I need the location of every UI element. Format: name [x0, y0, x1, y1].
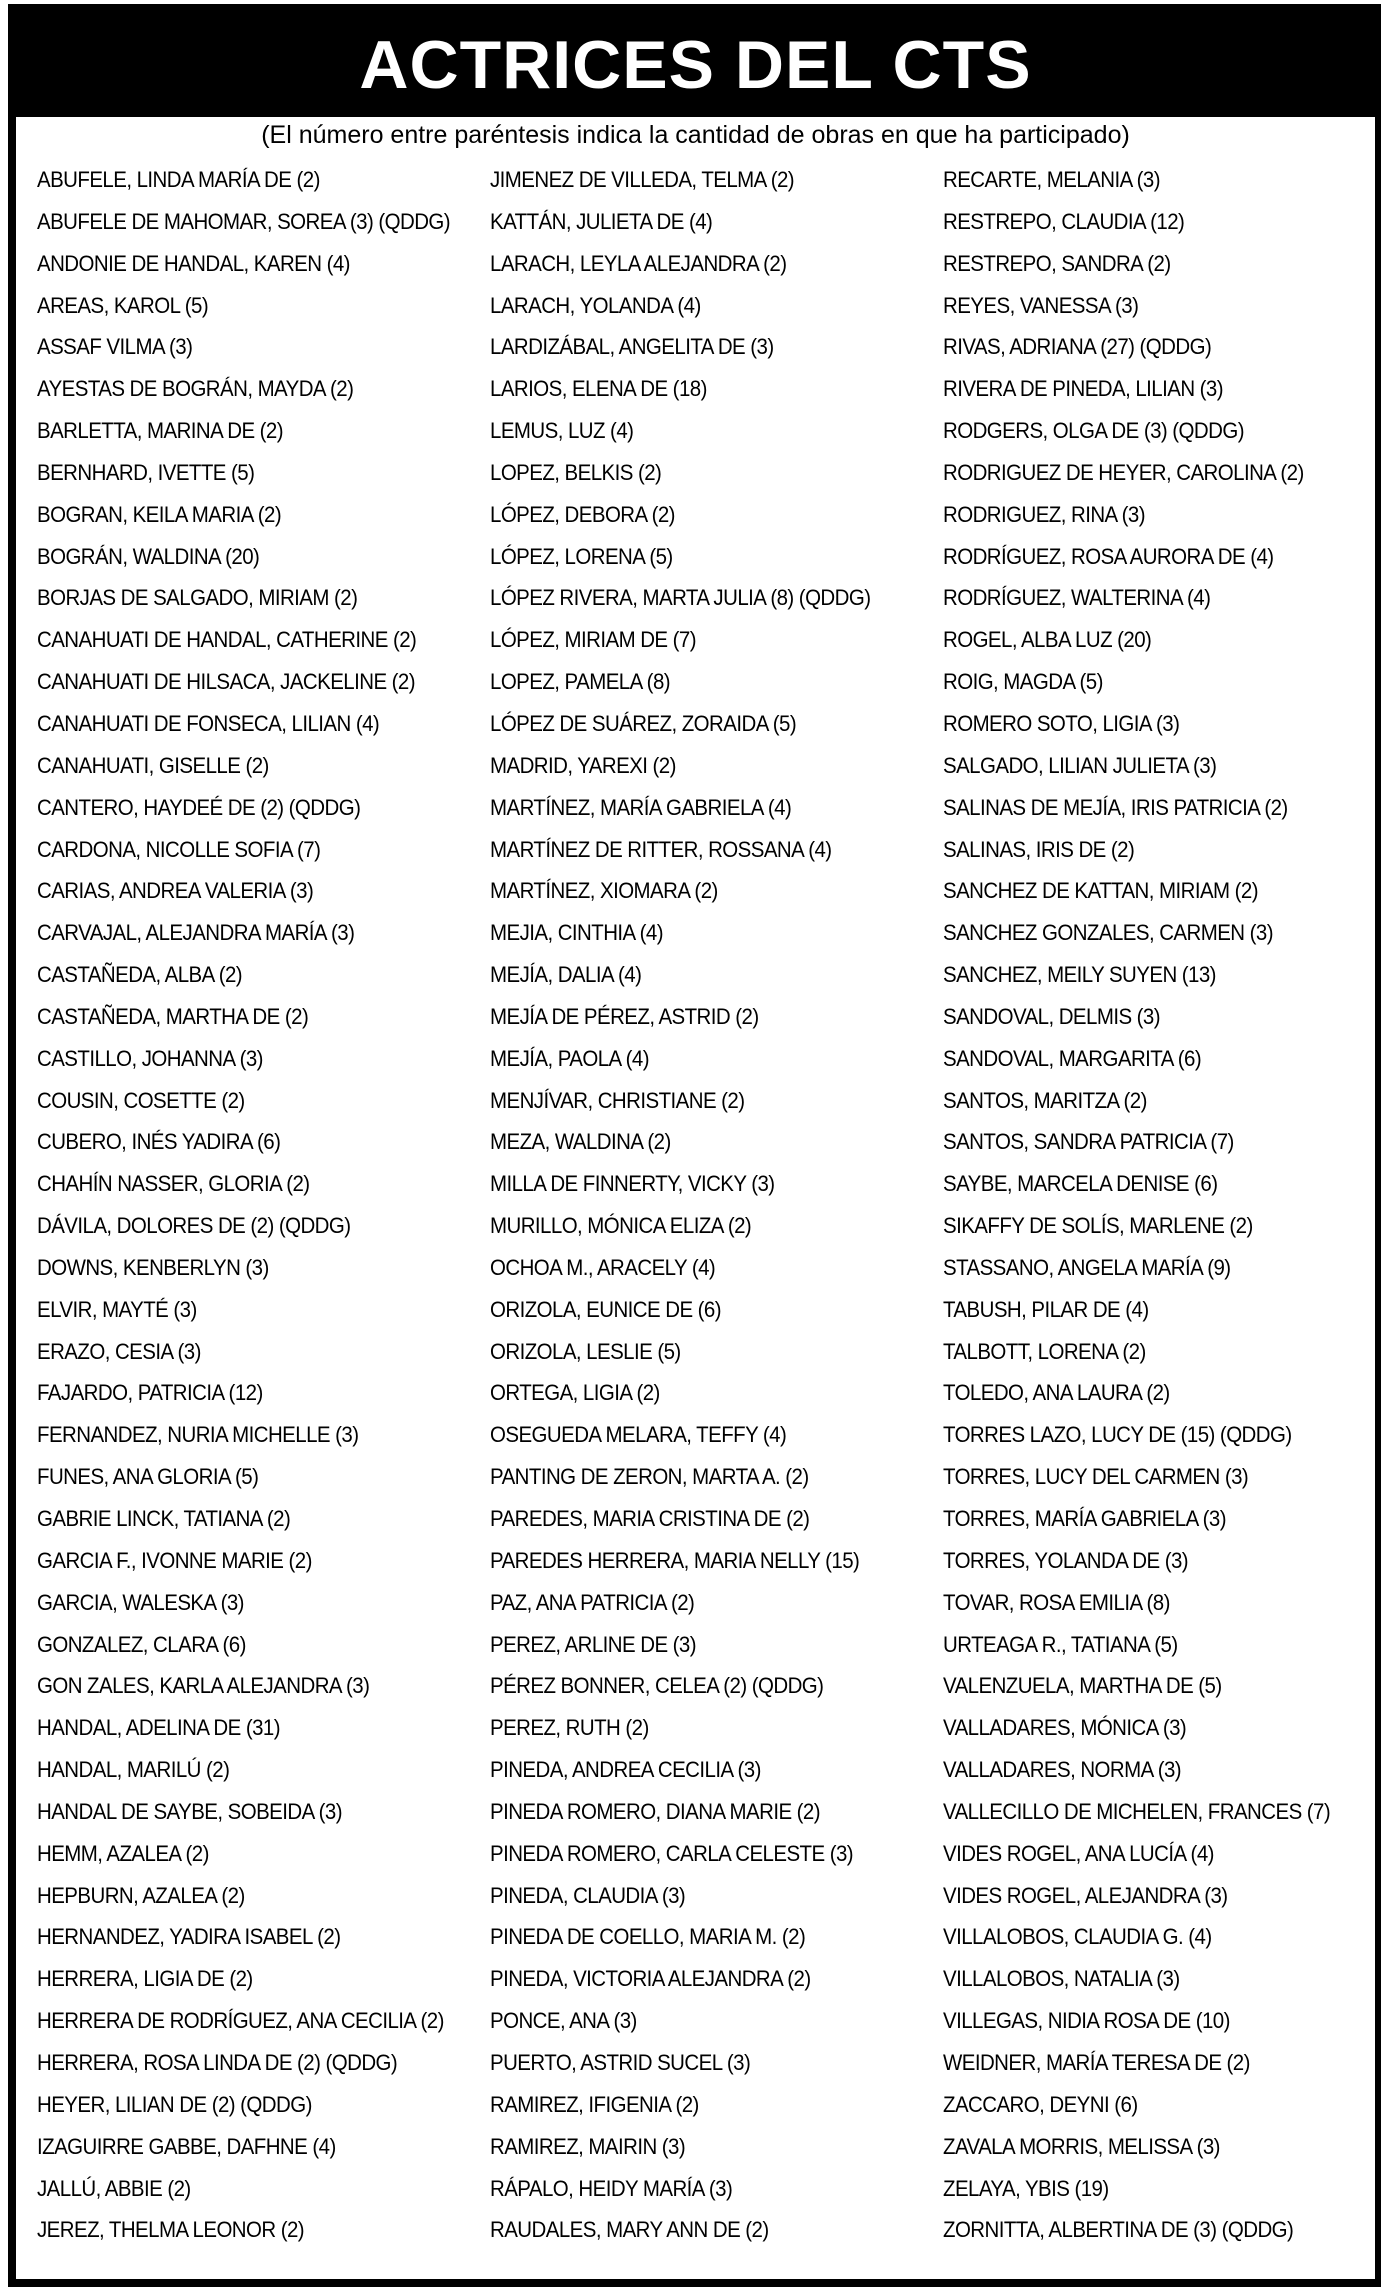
list-item: OSEGUEDA MELARA, TEFFY (4) — [490, 1422, 787, 1448]
list-item: ABUFELE, LINDA MARÍA DE (2) — [37, 167, 320, 192]
list-item: ZACCARO, DEYNI (6) — [943, 2091, 1138, 2117]
list-item: SANCHEZ, MEILY SUYEN (13) — [943, 962, 1216, 988]
list-item: PAREDES, MARIA CRISTINA DE (2) — [490, 1506, 810, 1531]
list-item: BOGRÁN, WALDINA (20) — [37, 543, 260, 569]
list-item: RECARTE, MELANIA (3) — [943, 167, 1160, 192]
list-item: TORRES, LUCY DEL CARMEN (3) — [943, 1464, 1249, 1490]
list-item: JIMENEZ DE VILLEDA, TELMA (2) — [490, 167, 795, 192]
list-item: LARDIZÁBAL, ANGELITA DE (3) — [490, 334, 774, 360]
list-item: RIVERA DE PINEDA, LILIAN (3) — [943, 376, 1224, 402]
list-item: PÉREZ BONNER, CELEA (2) (QDDG) — [490, 1673, 824, 1699]
list-item: PEREZ, RUTH (2) — [490, 1715, 649, 1741]
list-item: VALENZUELA, MARTHA DE (5) — [943, 1673, 1222, 1699]
list-item: MEJÍA, DALIA (4) — [490, 962, 642, 988]
list-item: HEPBURN, AZALEA (2) — [37, 1882, 245, 1908]
list-item: REYES, VANESSA (3) — [943, 292, 1139, 318]
list-item: VILLALOBOS, CLAUDIA G. (4) — [943, 1924, 1212, 1950]
list-item: RODRIGUEZ, RINA (3) — [943, 501, 1145, 527]
actress-list — [37, 159, 1367, 2259]
list-item: AREAS, KAROL (5) — [37, 292, 209, 318]
list-item: FAJARDO, PATRICIA (12) — [37, 1380, 263, 1406]
list-item: LÓPEZ DE SUÁREZ, ZORAIDA (5) — [490, 710, 797, 736]
list-item: SANTOS, SANDRA PATRICIA (7) — [943, 1129, 1234, 1155]
list-item: TALBOTT, LORENA (2) — [943, 1338, 1146, 1364]
list-item: TORRES, MARÍA GABRIELA (3) — [943, 1506, 1227, 1531]
list-item: STASSANO, ANGELA MARÍA (9) — [943, 1254, 1231, 1280]
list-item: VIDES ROGEL, ANA LUCÍA (4) — [943, 1840, 1214, 1866]
list-item: VIDES ROGEL, ALEJANDRA (3) — [943, 1882, 1228, 1908]
list-item: PONCE, ANA (3) — [490, 2008, 637, 2034]
list-item: MARTÍNEZ DE RITTER, ROSSANA (4) — [490, 836, 832, 862]
list-item: RODGERS, OLGA DE (3) (QDDG) — [943, 418, 1244, 444]
list-item: SIKAFFY DE SOLÍS, MARLENE (2) — [943, 1213, 1253, 1239]
list-item: RODRIGUEZ DE HEYER, CAROLINA (2) — [943, 459, 1304, 485]
list-item: MEJÍA, PAOLA (4) — [490, 1045, 649, 1071]
list-item: MEJIA, CINTHIA (4) — [490, 920, 663, 946]
list-item: CANAHUATI DE HANDAL, CATHERINE (2) — [37, 627, 417, 653]
list-item: ROIG, MAGDA (5) — [943, 669, 1103, 695]
list-item: CANAHUATI DE FONSECA, LILIAN (4) — [37, 710, 380, 736]
list-column-2 — [490, 159, 940, 2251]
list-item: URTEAGA R., TATIANA (5) — [943, 1631, 1178, 1657]
list-item: MENJÍVAR, CHRISTIANE (2) — [490, 1087, 745, 1113]
list-item: PAREDES HERRERA, MARIA NELLY (15) — [490, 1547, 860, 1573]
list-item: LÓPEZ, MIRIAM DE (7) — [490, 627, 696, 653]
list-item: BORJAS DE SALGADO, MIRIAM (2) — [37, 585, 358, 611]
list-item: PAZ, ANA PATRICIA (2) — [490, 1589, 695, 1615]
list-item: HANDAL DE SAYBE, SOBEIDA (3) — [37, 1798, 343, 1824]
list-item: SANTOS, MARITZA (2) — [943, 1087, 1147, 1113]
list-item: BERNHARD, IVETTE (5) — [37, 459, 255, 485]
list-item: ASSAF VILMA (3) — [37, 334, 193, 360]
list-item: LARACH, LEYLA ALEJANDRA (2) — [490, 250, 787, 276]
list-item: LOPEZ, BELKIS (2) — [490, 459, 662, 485]
list-item: COUSIN, COSETTE (2) — [37, 1087, 245, 1113]
list-item: CARIAS, ANDREA VALERIA (3) — [37, 878, 314, 904]
list-item: HEMM, AZALEA (2) — [37, 1840, 209, 1866]
list-item: MILLA DE FINNERTY, VICKY (3) — [490, 1171, 775, 1197]
list-item: PEREZ, ARLINE DE (3) — [490, 1631, 697, 1657]
list-item: GABRIE LINCK, TATIANA (2) — [37, 1506, 291, 1531]
list-item: CASTILLO, JOHANNA (3) — [37, 1045, 263, 1071]
list-item: TOLEDO, ANA LAURA (2) — [943, 1380, 1170, 1406]
list-item: ANDONIE DE HANDAL, KAREN (4) — [37, 250, 350, 276]
page-subtitle: (El número entre paréntesis indica la cantidad de obras en que ha participado) — [261, 121, 1130, 149]
list-item: ERAZO, CESIA (3) — [37, 1338, 201, 1364]
title-banner — [16, 12, 1375, 117]
list-item: PINEDA, VICTORIA ALEJANDRA (2) — [490, 1966, 811, 1992]
document-frame — [8, 4, 1381, 2287]
list-item: CANAHUATI DE HILSACA, JACKELINE (2) — [37, 669, 416, 695]
list-item: MARTÍNEZ, XIOMARA (2) — [490, 878, 718, 904]
list-item: JALLÚ, ABBIE (2) — [37, 2175, 191, 2201]
list-item: LARIOS, ELENA DE (18) — [490, 376, 707, 402]
list-item: GON ZALES, KARLA ALEJANDRA (3) — [37, 1673, 370, 1699]
list-item: ROGEL, ALBA LUZ (20) — [943, 627, 1152, 653]
list-item: RAMIREZ, MAIRIN (3) — [490, 2133, 686, 2159]
list-item: MEZA, WALDINA (2) — [490, 1129, 671, 1155]
list-item: ZORNITTA, ALBERTINA DE (3) (QDDG) — [943, 2217, 1294, 2243]
list-item: SANCHEZ GONZALES, CARMEN (3) — [943, 920, 1273, 946]
list-item: GARCIA, WALESKA (3) — [37, 1589, 244, 1615]
list-item: MADRID, YAREXI (2) — [490, 752, 676, 778]
list-item: CASTAÑEDA, ALBA (2) — [37, 962, 243, 988]
list-item: SALINAS, IRIS DE (2) — [943, 836, 1135, 862]
list-item: HERRERA DE RODRÍGUEZ, ANA CECILIA (2) — [37, 2008, 444, 2034]
list-item: HERNANDEZ, YADIRA ISABEL (2) — [37, 1924, 341, 1950]
list-item: SANDOVAL, DELMIS (3) — [943, 1003, 1160, 1029]
list-item: LOPEZ, PAMELA (8) — [490, 669, 671, 695]
list-item: TABUSH, PILAR DE (4) — [943, 1296, 1149, 1322]
list-item: ZELAYA, YBIS (19) — [943, 2175, 1109, 2201]
list-item: VALLADARES, NORMA (3) — [943, 1757, 1182, 1783]
list-item: SANDOVAL, MARGARITA (6) — [943, 1045, 1202, 1071]
list-item: LÓPEZ, DEBORA (2) — [490, 501, 675, 527]
list-item: RÁPALO, HEIDY MARÍA (3) — [490, 2175, 733, 2201]
list-item: RIVAS, ADRIANA (27) (QDDG) — [943, 334, 1212, 360]
list-item: DOWNS, KENBERLYN (3) — [37, 1254, 269, 1280]
list-item: PUERTO, ASTRID SUCEL (3) — [490, 2049, 751, 2075]
list-item: LÓPEZ, LORENA (5) — [490, 543, 673, 569]
list-item: ZAVALA MORRIS, MELISSA (3) — [943, 2133, 1220, 2159]
list-item: RAMIREZ, IFIGENIA (2) — [490, 2091, 699, 2117]
list-item: CANTERO, HAYDEÉ DE (2) (QDDG) — [37, 794, 361, 820]
list-item: CUBERO, INÉS YADIRA (6) — [37, 1129, 281, 1155]
list-item: DÁVILA, DOLORES DE (2) (QDDG) — [37, 1213, 351, 1239]
list-item: RODRÍGUEZ, ROSA AURORA DE (4) — [943, 543, 1274, 569]
list-item: CANAHUATI, GISELLE (2) — [37, 752, 269, 778]
list-item: PINEDA DE COELLO, MARIA M. (2) — [490, 1924, 806, 1950]
list-item: CARDONA, NICOLLE SOFIA (7) — [37, 836, 321, 862]
list-item: OCHOA M., ARACELY (4) — [490, 1254, 716, 1280]
list-item: BARLETTA, MARINA DE (2) — [37, 418, 283, 444]
list-item: IZAGUIRRE GABBE, DAFHNE (4) — [37, 2133, 336, 2159]
list-item: JEREZ, THELMA LEONOR (2) — [37, 2217, 305, 2243]
list-item: HERRERA, LIGIA DE (2) — [37, 1966, 253, 1992]
list-item: PINEDA ROMERO, DIANA MARIE (2) — [490, 1798, 821, 1824]
list-item: ORTEGA, LIGIA (2) — [490, 1380, 660, 1406]
list-item: KATTÁN, JULIETA DE (4) — [490, 208, 713, 234]
list-item: ORIZOLA, EUNICE DE (6) — [490, 1296, 722, 1322]
list-item: GONZALEZ, CLARA (6) — [37, 1631, 246, 1657]
list-item: MEJÍA DE PÉREZ, ASTRID (2) — [490, 1003, 759, 1029]
list-item: ELVIR, MAYTÉ (3) — [37, 1296, 197, 1322]
list-item: PANTING DE ZERON, MARTA A. (2) — [490, 1464, 809, 1490]
list-item: SALGADO, LILIAN JULIETA (3) — [943, 752, 1217, 778]
list-item: PINEDA ROMERO, CARLA CELESTE (3) — [490, 1840, 854, 1866]
list-item: AYESTAS DE BOGRÁN, MAYDA (2) — [37, 376, 354, 402]
list-item: GARCIA F., IVONNE MARIE (2) — [37, 1547, 312, 1573]
list-column-1 — [37, 159, 487, 2251]
list-item: HEYER, LILIAN DE (2) (QDDG) — [37, 2091, 312, 2117]
list-item: CARVAJAL, ALEJANDRA MARÍA (3) — [37, 920, 355, 946]
list-item: WEIDNER, MARÍA TERESA DE (2) — [943, 2049, 1250, 2075]
list-item: VILLEGAS, NIDIA ROSA DE (10) — [943, 2008, 1230, 2034]
list-item: LÓPEZ RIVERA, MARTA JULIA (8) (QDDG) — [490, 585, 871, 611]
list-item: PINEDA, ANDREA CECILIA (3) — [490, 1757, 761, 1783]
list-item: RODRÍGUEZ, WALTERINA (4) — [943, 585, 1211, 611]
list-item: VALLECILLO DE MICHELEN, FRANCES (7) — [943, 1798, 1331, 1824]
list-item: HERRERA, ROSA LINDA DE (2) (QDDG) — [37, 2049, 398, 2075]
list-item: RESTREPO, SANDRA (2) — [943, 250, 1171, 276]
page-title: ACTRICES DEL CTS — [359, 26, 1032, 103]
list-item: MURILLO, MÓNICA ELIZA (2) — [490, 1213, 752, 1239]
list-item: FERNANDEZ, NURIA MICHELLE (3) — [37, 1422, 359, 1448]
list-item: TORRES LAZO, LUCY DE (15) (QDDG) — [943, 1422, 1292, 1448]
list-item: MARTÍNEZ, MARÍA GABRIELA (4) — [490, 794, 792, 820]
list-item: PINEDA, CLAUDIA (3) — [490, 1882, 686, 1908]
list-item: VILLALOBOS, NATALIA (3) — [943, 1966, 1180, 1992]
list-item: ROMERO SOTO, LIGIA (3) — [943, 710, 1180, 736]
list-item: BOGRAN, KEILA MARIA (2) — [37, 501, 282, 527]
list-item: VALLADARES, MÓNICA (3) — [943, 1715, 1187, 1741]
list-item: SAYBE, MARCELA DENISE (6) — [943, 1171, 1218, 1197]
list-item: FUNES, ANA GLORIA (5) — [37, 1464, 259, 1490]
list-item: TOVAR, ROSA EMILIA (8) — [943, 1589, 1170, 1615]
list-item: LEMUS, LUZ (4) — [490, 418, 634, 444]
list-item: HANDAL, MARILÚ (2) — [37, 1757, 230, 1783]
list-item: CASTAÑEDA, MARTHA DE (2) — [37, 1003, 309, 1029]
list-item: HANDAL, ADELINA DE (31) — [37, 1715, 281, 1741]
list-item: ORIZOLA, LESLIE (5) — [490, 1338, 681, 1364]
list-item: LARACH, YOLANDA (4) — [490, 292, 701, 318]
list-item: CHAHÍN NASSER, GLORIA (2) — [37, 1171, 310, 1197]
list-item: SANCHEZ DE KATTAN, MIRIAM (2) — [943, 878, 1258, 904]
list-item: TORRES, YOLANDA DE (3) — [943, 1547, 1189, 1573]
list-item: SALINAS DE MEJÍA, IRIS PATRICIA (2) — [943, 794, 1288, 820]
list-item: RAUDALES, MARY ANN DE (2) — [490, 2217, 769, 2243]
list-item: RESTREPO, CLAUDIA (12) — [943, 208, 1185, 234]
list-column-3 — [943, 159, 1381, 2251]
list-item: ABUFELE DE MAHOMAR, SOREA (3) (QDDG) — [37, 208, 451, 234]
